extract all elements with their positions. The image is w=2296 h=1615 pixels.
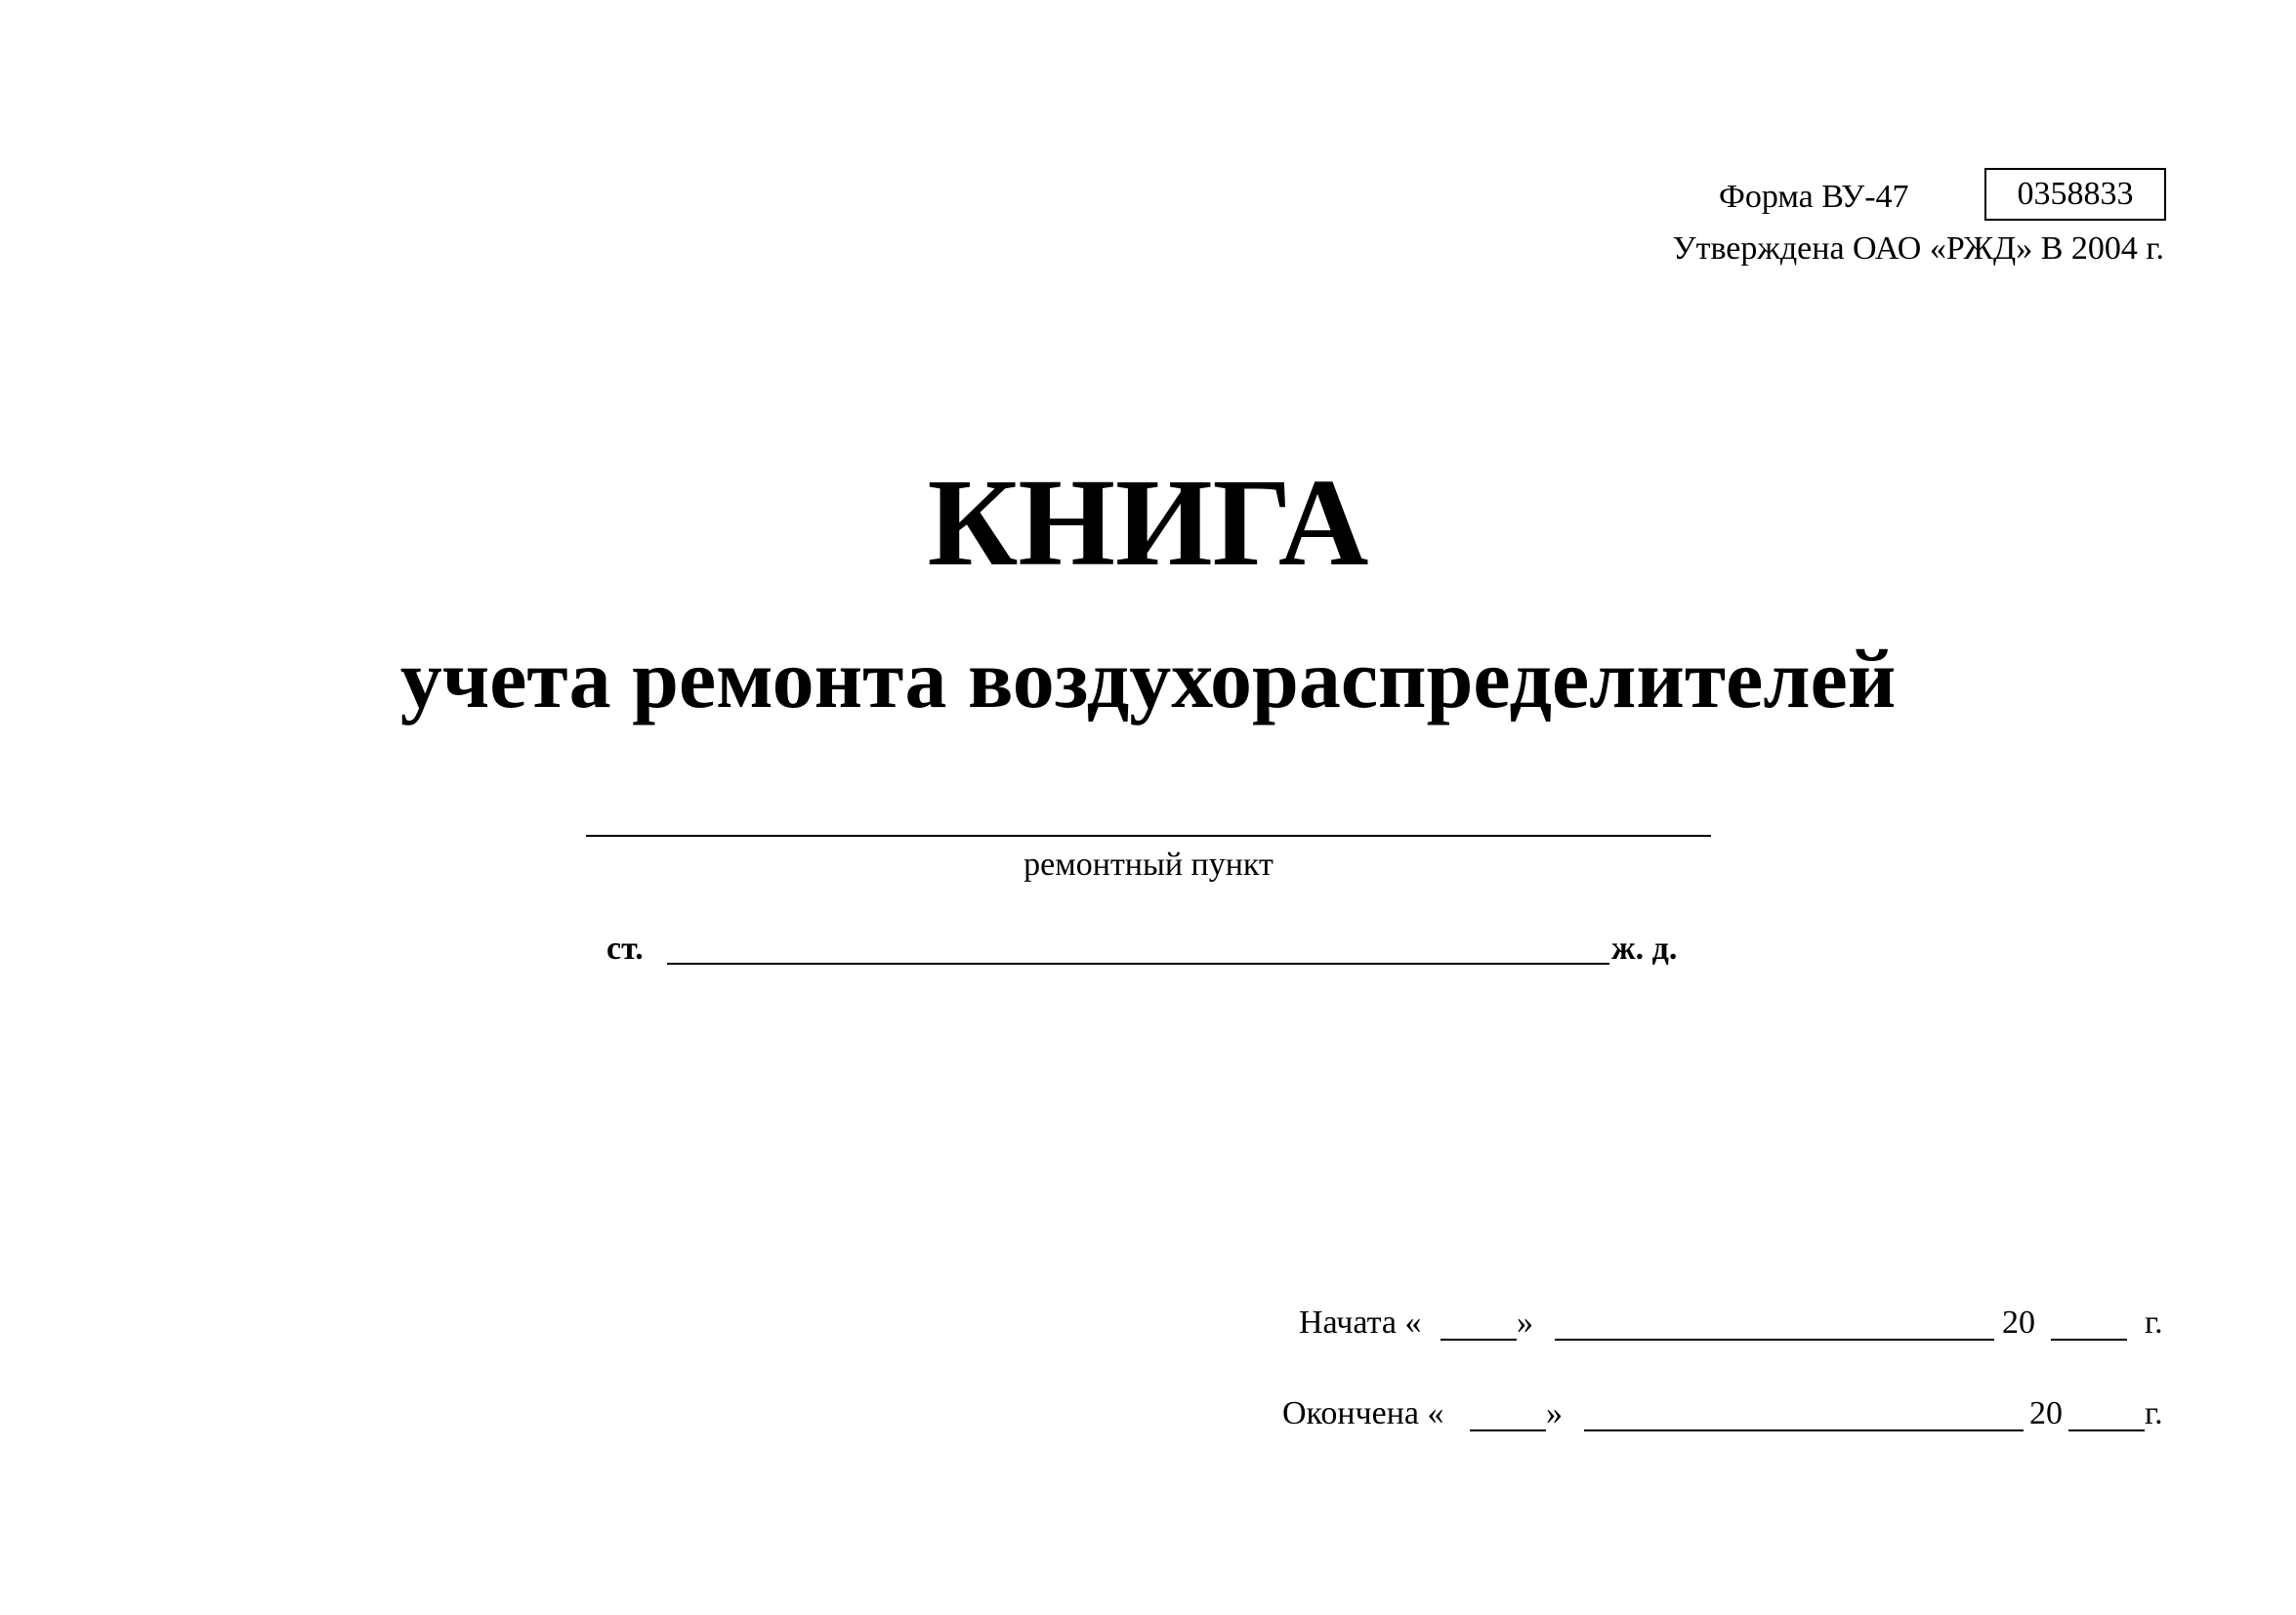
started-century: 20 <box>2002 1304 2035 1341</box>
station-prefix: ст. <box>606 931 644 967</box>
repair-point-field-line <box>586 835 1711 837</box>
started-day-line <box>1440 1339 1517 1341</box>
started-month-line <box>1555 1339 1994 1341</box>
ended-day-line <box>1470 1429 1546 1431</box>
ended-year-line <box>2068 1429 2145 1431</box>
form-code: Форма ВУ-47 <box>1719 179 1909 215</box>
form-number-box: 0358833 <box>1984 168 2166 221</box>
started-year-suffix: г. <box>2145 1304 2163 1341</box>
ended-label: Окончена « <box>1282 1395 1444 1431</box>
page-subtitle: учета ремонта воздухораспределителей <box>399 632 1897 725</box>
page-title: КНИГА <box>927 453 1369 592</box>
approval-note: Утверждена ОАО «РЖД» В 2004 г. <box>1672 230 2164 267</box>
ended-year-suffix: г. <box>2145 1395 2163 1431</box>
repair-point-caption: ремонтный пункт <box>1023 847 1273 883</box>
ended-month-line <box>1584 1429 2024 1431</box>
ended-close-quote: » <box>1546 1395 1563 1431</box>
started-close-quote: » <box>1517 1304 1533 1341</box>
railway-suffix: ж. д. <box>1611 931 1678 967</box>
started-year-line <box>2051 1339 2127 1341</box>
ended-century: 20 <box>2029 1395 2063 1431</box>
station-field-line <box>667 963 1609 965</box>
started-label: Начата « <box>1299 1304 1422 1341</box>
